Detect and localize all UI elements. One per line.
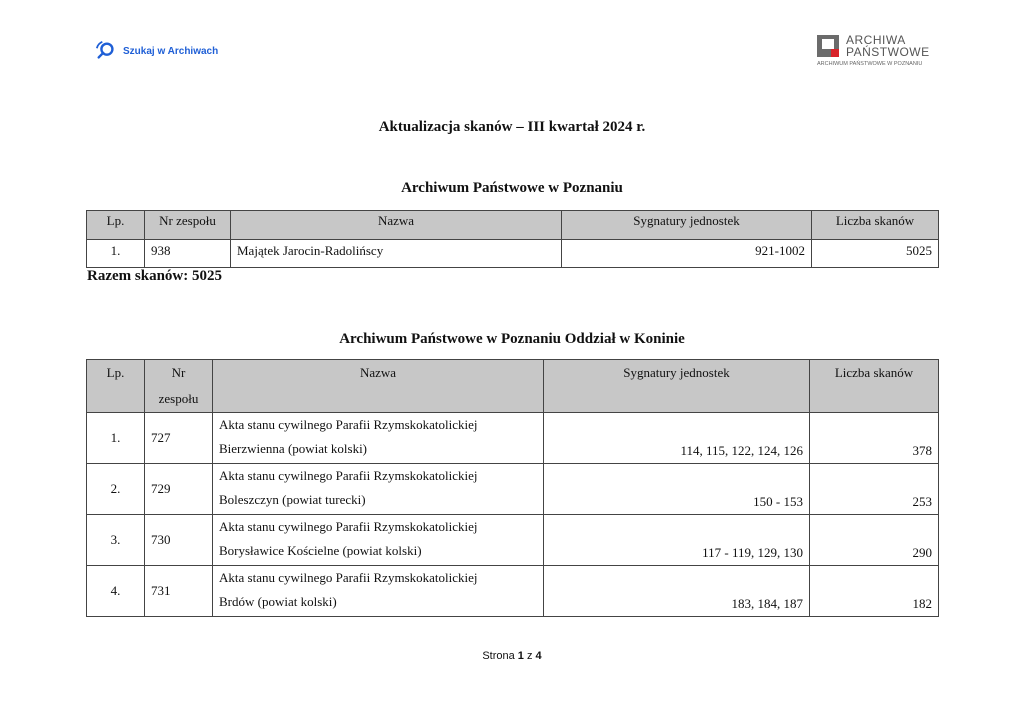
footer-page-number: 1: [517, 650, 524, 662]
logo-line-2: PAŃSTWOWE: [846, 45, 930, 59]
footer-label: Strona: [482, 650, 515, 662]
search-archive-icon: [95, 40, 117, 62]
nazwa-line-1: Akta stanu cywilnego Parafii Rzymskokatolickiej: [219, 519, 478, 534]
section2-title: Archiwum Państwowe w Poznaniu Oddział w Koninie: [339, 331, 685, 347]
page-footer: [0, 650, 1024, 662]
cell-nr: 938: [145, 240, 231, 268]
header-nr-zespolu: Nr zespołu: [145, 360, 213, 413]
nazwa-line-2: Boleszczyn (powiat turecki): [219, 492, 366, 507]
cell-nazwa: [213, 515, 544, 566]
nazwa-line-1: Akta stanu cywilnego Parafii Rzymskokatolickiej: [219, 570, 478, 585]
cell-nr: 731: [145, 566, 213, 617]
szukaj-w-archiwach-logo: [95, 40, 218, 62]
cell-nazwa: [213, 566, 544, 617]
section1-title: Archiwum Państwowe w Poznaniu: [401, 180, 623, 196]
header-sygnatury: Sygnatury jednostek: [562, 211, 812, 240]
table-header-row: [87, 211, 939, 240]
header-sygnatury: Sygnatury jednostek: [544, 360, 810, 413]
nazwa-line-2: Brdów (powiat kolski): [219, 594, 337, 609]
section1-total: Razem skanów: 5025: [87, 268, 222, 284]
cell-nazwa: [213, 413, 544, 464]
logo-line-1: ARCHIWA: [846, 33, 906, 47]
cell-nr: 727: [145, 413, 213, 464]
section1-table: [86, 210, 939, 268]
table-row: [87, 413, 939, 464]
cell-liczba: 182: [810, 566, 939, 617]
document-title: Aktualizacja skanów – III kwartał 2024 r.: [378, 119, 646, 135]
cell-liczba: 290: [810, 515, 939, 566]
header-lp: Lp.: [87, 211, 145, 240]
table-row: [87, 566, 939, 617]
cell-sygnatury: 114, 115, 122, 124, 126: [544, 413, 810, 464]
nazwa-line-2: Bierzwienna (powiat kolski): [219, 441, 368, 456]
cell-nazwa: [213, 464, 544, 515]
cell-lp: 1.: [87, 413, 145, 464]
cell-nr: 730: [145, 515, 213, 566]
header-nazwa: Nazwa: [231, 211, 562, 240]
header-nr-zespolu: Nr zespołu: [145, 211, 231, 240]
left-logo-text: Szukaj w Archiwach: [123, 45, 219, 57]
cell-liczba: 378: [810, 413, 939, 464]
cell-sygnatury: 117 - 119, 129, 130: [544, 515, 810, 566]
header-liczba-skanow: Liczba skanów: [810, 360, 939, 413]
footer-separator: z: [526, 650, 533, 662]
cell-sygnatury: 183, 184, 187: [544, 566, 810, 617]
nazwa-line-1: Akta stanu cywilnego Parafii Rzymskokatolickiej: [219, 417, 478, 432]
cell-lp: 1.: [87, 240, 145, 268]
cell-lp: 3.: [87, 515, 145, 566]
cell-sygnatury: 150 - 153: [544, 464, 810, 515]
cell-lp: 4.: [87, 566, 145, 617]
header-liczba-skanow: Liczba skanów: [812, 211, 939, 240]
cell-nr: 729: [145, 464, 213, 515]
archiwa-logo-icon: [817, 35, 839, 57]
cell-liczba: 5025: [812, 240, 939, 268]
table-header-row: [87, 360, 939, 413]
nazwa-line-2: Borysławice Kościelne (powiat kolski): [219, 543, 422, 558]
table-row: [87, 240, 939, 268]
table-row: [87, 464, 939, 515]
table-row: [87, 515, 939, 566]
nazwa-line-1: Akta stanu cywilnego Parafii Rzymskokatolickiej: [219, 468, 478, 483]
header-nazwa: Nazwa: [213, 360, 544, 413]
cell-sygnatury: 921-1002: [562, 240, 812, 268]
cell-lp: 2.: [87, 464, 145, 515]
header-lp: Lp.: [87, 360, 145, 413]
footer-page-total: 4: [535, 650, 542, 662]
logo-line-3: ARCHIWUM PAŃSTWOWE W POZNANIU: [817, 61, 923, 67]
cell-liczba: 253: [810, 464, 939, 515]
cell-nazwa: Majątek Jarocin-Radolińscy: [231, 240, 562, 268]
section2-table: [86, 359, 939, 617]
